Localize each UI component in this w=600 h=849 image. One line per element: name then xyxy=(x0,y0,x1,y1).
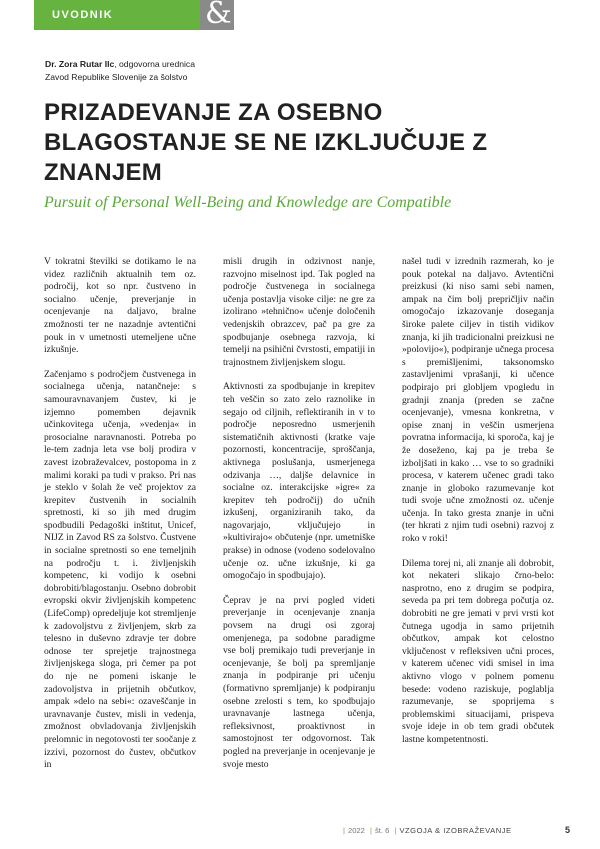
footer-magazine: VZGOJA & IZOBRAŽEVANJE xyxy=(399,826,512,835)
section-label: UVODNIK xyxy=(52,9,114,21)
author-block xyxy=(45,58,195,84)
author-name: Dr. Zora Rutar Ilc xyxy=(45,59,115,69)
paragraph: Dilema torej ni, ali znanje ali dobrobit, kot nekateri slikajo črno-belo: nasprotno, eno z drugim se podpira, seveda pa pri tem dobrega počutja oz. dobrobiti ne gre jemati v prvi vrsti kot čutnega ugodja in samo prijetnih občutkov, ampak kot celostno vključenost v refleksiven učni proces, v katerem učenec vidi smisel in ima aktivno vlogo v polnem pomenu besede: vodeno raziskuje, poglablja razumevanje, se spoprijema s problemskimi situacijami, prispeva svoje ideje in ob tem gradi občutek lastne kompetentnosti. xyxy=(402,557,554,745)
author-role: , odgovorna urednica xyxy=(114,59,195,69)
paragraph: misli drugih in odzivnost nanje, razvojno miselnost ipd. Tak pogled na področje čustvenega in socialnega učenja postavlja visoke cilje: ne gre za izolirano »tehnično« učenje določenih vedenjskih obrazcev, pač pa gre za spodbujanje osebnega razvoja, ki temelji na psihični čvrstosti, empatiji in trajnostnem življenjskem slogu. xyxy=(223,256,375,368)
author-institution: Zavod Republike Slovenije za šolstvo xyxy=(45,72,188,82)
paragraph: našel tudi v izrednih razmerah, ko je pouk potekal na daljavo. Avtentični preizkusi (ki niso sami sebi namen, ampak na čim bolj prepričljiv način omogočajo izkazovanje doseganja široke palete ciljev in tistih vidikov znanja, ki jih tradicionalni preizkusi ne »polovijo«), podpiranje učnega procesa s premišljenimi, taksonomsko zastavljenimi vprašanji, ki učence podpirajo pri globljem vpogledu in gradnji znanja (preden se začne ocenjevanje), vmesna konkretna, v opise znanj in veščin usmerjena povratna informacija, ki sporoča, kaj je že doseženo, kaj pa je treba še izboljšati in kako … vse to so gradniki procesa, v katerem učenec gradi tako znanje in globoko razumevanje kot tudi svoje učne zmožnosti oz. učenje učenja. In tako gresta znanje in učni (ter hkrati z njim tudi osebni) razvoj z roko v roki! xyxy=(402,256,554,545)
page-subtitle: Pursuit of Personal Well-Being and Knowledge are Compatible xyxy=(44,194,452,211)
paragraph: Čeprav je na prvi pogled videti preverjanje in ocenjevanje znanja povsem na drugi osi zgoraj omenjenega, pa sodobne paradigme vse bolj premikajo tudi preverjanje in ocenjevanje, še bolj pa spremljanje znanja in podpiranje pri učenju (formativno spremljanje) k podpiranju osebne zrelosti s tem, ko spodbujajo uravnavanje lastnega učenja, refleksivnost, proaktivnost in samostojnost ter odgovornost. Tak pogled na preverjanje in ocenjevanje je svoje mesto xyxy=(223,594,375,770)
page-number: 5 xyxy=(564,825,570,835)
ampersand-icon: & xyxy=(205,0,232,31)
paragraph: Začenjamo s področjem čustvenega in socialnega učenja, natančneje: s samouravnavanjem čustev, ki je izjemno pomemben dejavnik učinkovitega učenja, »vedenja« in prosocialne naravnanosti. Potreba po le-tem zadnja leta vse bolj prodira v zavest izobraževalcev, postopoma in z malimi koraki pa tudi v prakso. Pri nas je steklo v šolah že več projektov za krepitev čustvenih in socialnih spretnosti, ki so jih med drugim spodbudili Pedagoški inštitut, Unicef, NIJZ in Zavod RS za šolstvo. Čustvene in socialne spretnosti so ene temeljnih na področju t. i. življenjskih kompetenc, ki vodijo k osebni dobrobiti/blagostanju. Osebno dobrobit evropski okvir življenjskih kompetenc (LifeComp) opredeljuje kot stremljenje k zadovoljstvu z življenjem, skrb za telesno in duševno zdravje ter dobre odnose ter sprejetje trajnostnega življenjskega sloga, pri čemer pa pot do nje ne pomeni iskanje le zadovoljstva in prijetnih občutkov, ampak »delo na sebi«: ozaveščanje in uravnavanje čustev, misli in vedenja, zmožnost obvladovanja življenjskih prelomnic in negotovosti ter soočanje z izzivi, pozornost do čustev, občutkov in xyxy=(44,368,196,771)
ampersand-logo xyxy=(200,0,234,30)
paragraph: Aktivnosti za spodbujanje in krepitev teh veščin so zato zelo raznolike in segajo od ciljnih, reflektiranih in v to področje neposredno usmerjenih sistematičnih aktivnosti (kratke vaje pozornosti, koncentracije, sproščanja, aktivnega poslušanja, usmerjenega odzivanja …, daljše delavnice in socialne oz. interakcijske »igre« za krepitev teh področij) do učnih izkušenj, organiziranih tako, da nagovarjajo, vključujejo in »kultivirajo« občutenje (npr. umetniške prakse) in odnose (vodeno sodelovalno učenje oz. učne izkušnje, ki ga omogočajo in spodbujajo). xyxy=(223,381,375,582)
footer-year: 2022 xyxy=(347,826,365,835)
text-column-3 xyxy=(402,256,554,759)
footer-issue: št. 6 xyxy=(375,826,390,835)
page-title: PRIZADEVANJE ZA OSEBNO BLAGOSTANJE SE NE IZKLJUČUJE Z ZNANJEM xyxy=(44,99,488,186)
page-footer: | 2022 | št. 6 | VZGOJA & IZOBRAŽEVANJE 5 xyxy=(343,825,570,835)
text-column-1 xyxy=(44,256,196,784)
paragraph: V tokratni številki se dotikamo le na videz različnih aktualnih tem oz. področij, kot so npr. čustveno in socialno učenje, preverjanje in ocenjevanje na daljavo, bralne zmožnosti ter ne nazadnje avtentični pouk in v umetnosti utemeljene učne izkušnje. xyxy=(44,256,196,356)
text-column-2 xyxy=(223,256,375,783)
